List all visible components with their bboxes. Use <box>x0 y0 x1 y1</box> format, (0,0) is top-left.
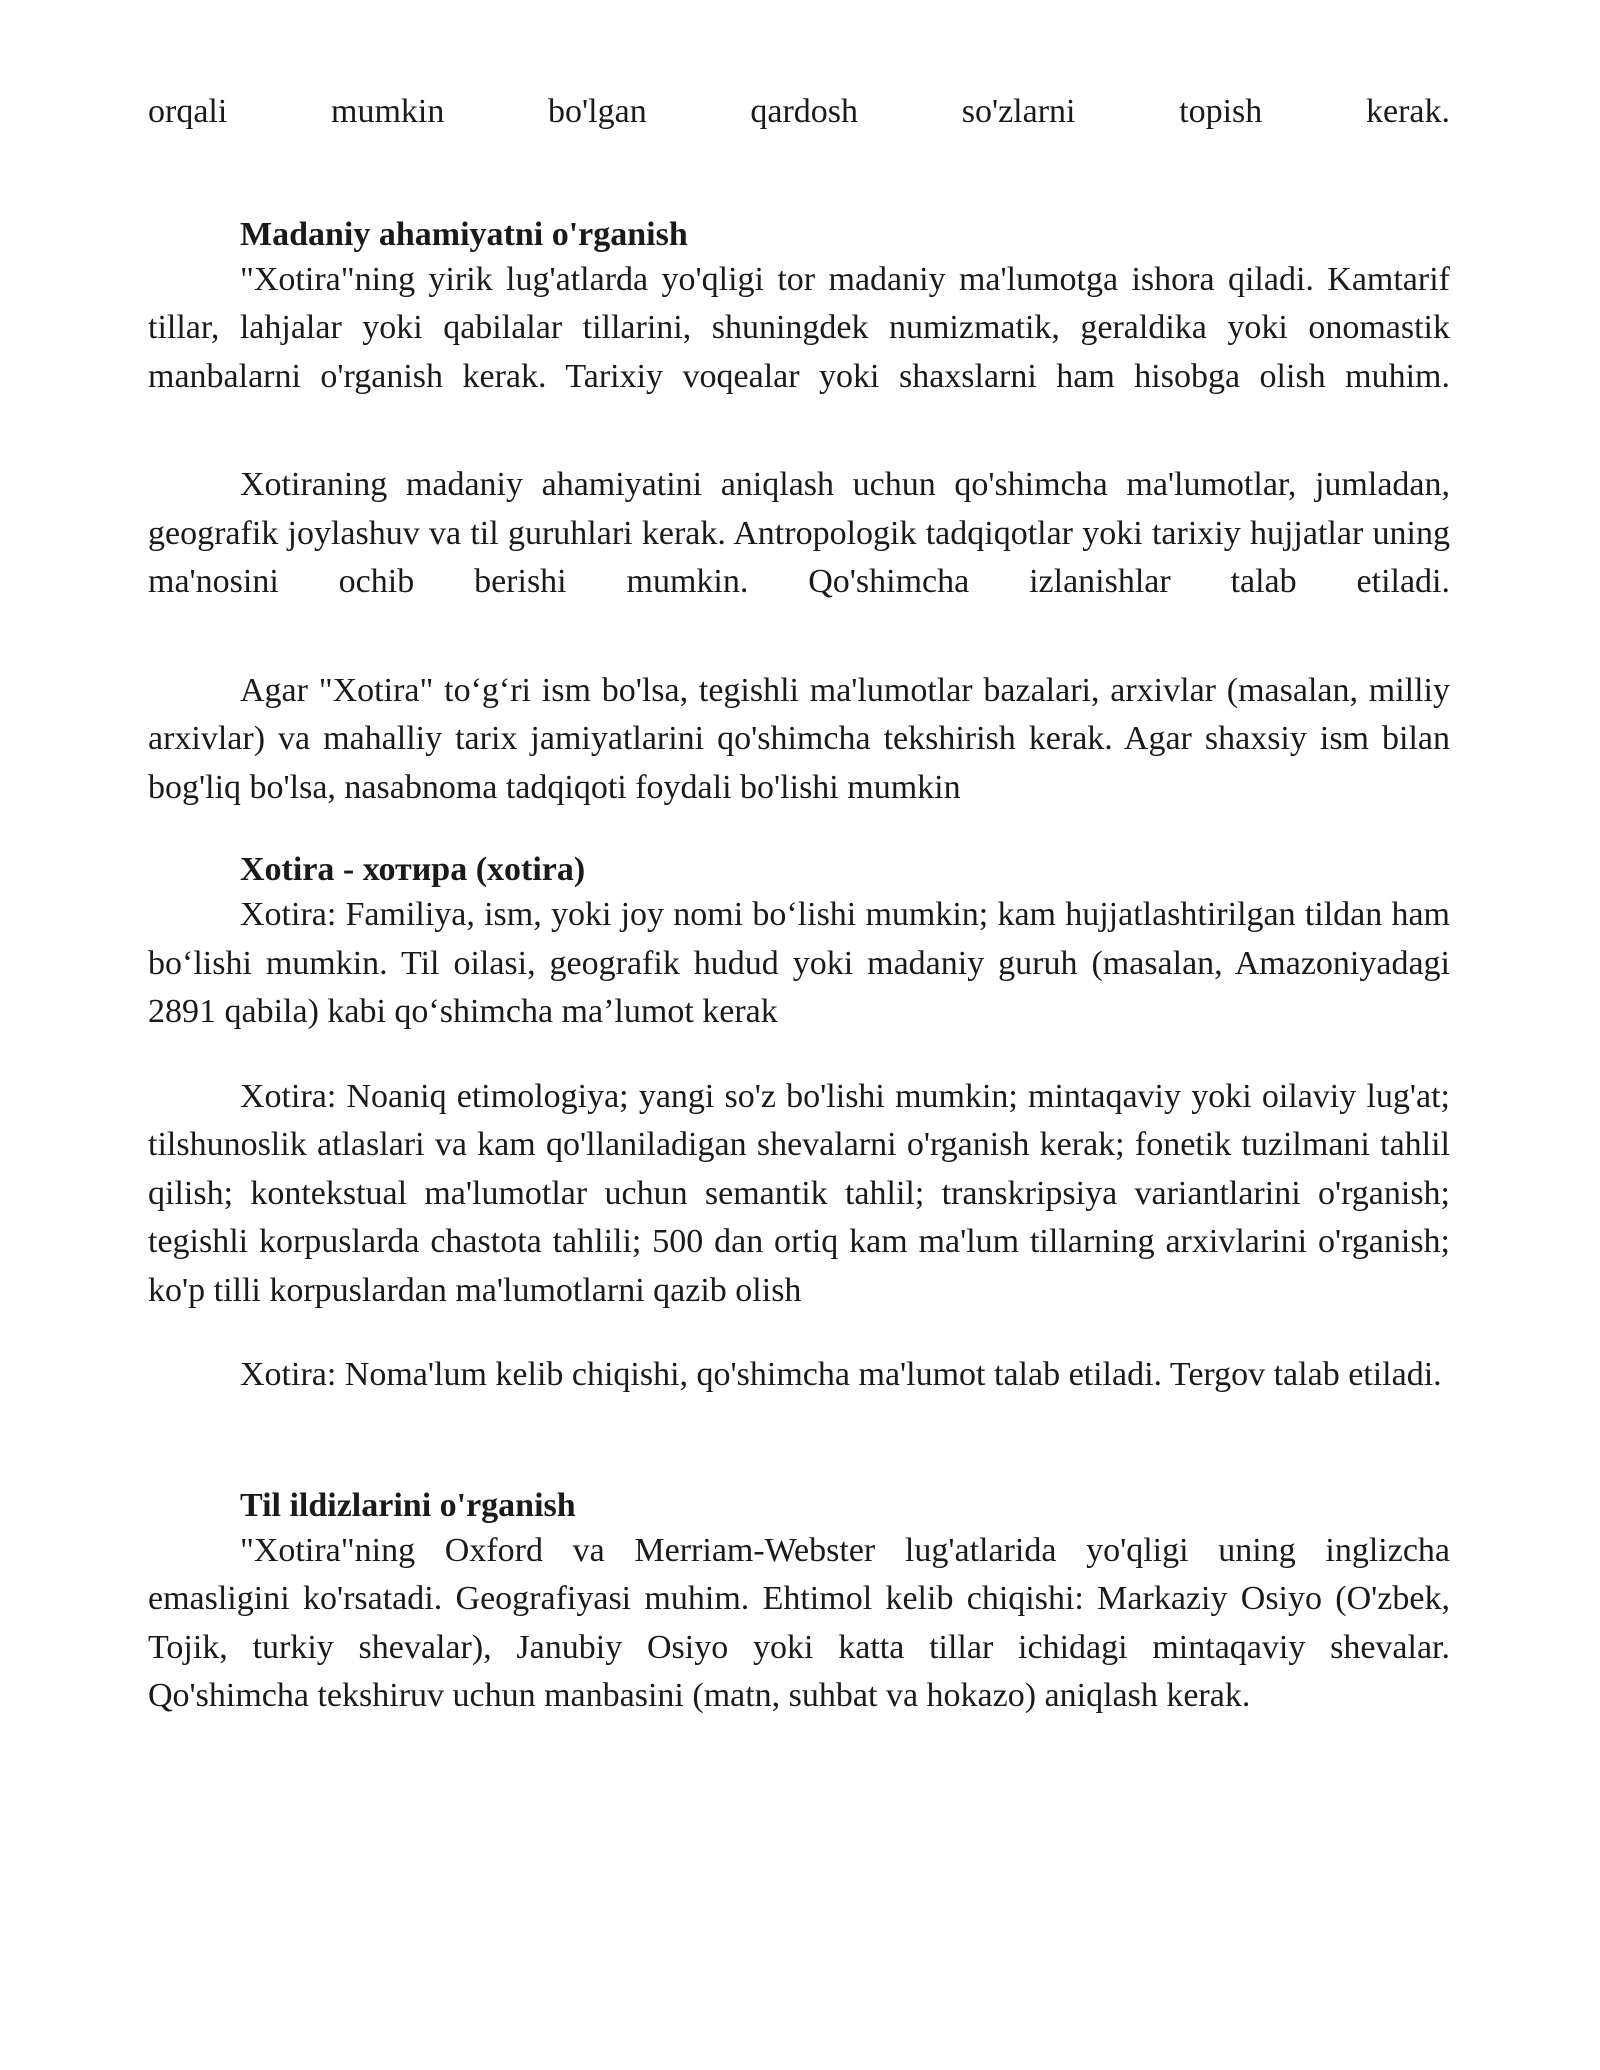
spacer <box>148 401 1450 461</box>
paragraph-xotira-2: Xotira: Noaniq etimologiya; yangi so'z bo'lishi mumkin; mintaqaviy yoki oilaviy lug'at; tilshunoslik atlaslari va kam qo'llaniladigan shevalarni o'rganish kerak; fonetik tuzilmani tahlil qilish; kontekstual ma'lumotlar uchun semantik tahlil; transkripsiya variantlarini o'rganish; tegishli korpuslarda chastota tahlili; 500 dan ortiq kam ma'lum tillarning arxivlarini o'rganish; ko'p tilli korpuslardan ma'lumotlarni qazib olish <box>148 1077 1450 1309</box>
continued-sentence: orqali mumkin bo'lgan qardosh so'zlarni topish kerak. <box>148 93 1450 130</box>
paragraph-xotira-3: Xotira: Noma'lum kelib chiqishi, qo'shimcha ma'lumot talab etiladi. Tergov talab etiladi. <box>240 1356 1442 1393</box>
spacer <box>148 1037 1450 1073</box>
paragraph-roots-1: "Xotira"ning Oxford va Merriam-Webster lug'atlarida yo'qligi uning inglizcha emasligini ko'rsatadi. Geografiyasi muhim. Ehtimol kelib chiqishi: Markaziy Osiyo (O'zbek, Tojik, turkiy shevalar), Janubiy Osiyo yoki katta tillar ichidagi mintaqaviy shevalar. Qo'shimcha tekshiruv uchun manbasini (matn, suhbat va hokazo) aniqlash kerak. <box>148 1531 1450 1714</box>
spacer <box>148 1315 1450 1351</box>
paragraph-cultural-3: Agar "Xotira" to‘g‘ri ism bo'lsa, tegishli ma'lumotlar bazalari, arxivlar (masalan, milliy arxivlar) va mahalliy tarix jamiyatlarini qo'shimcha tekshirish kerak. Agar shaxsiy ism bilan bog'liq bo'lsa, nasabnoma tadqiqoti foydali bo'lishi mumkin <box>148 671 1450 806</box>
section-heading-cultural: Madaniy ahamiyatni o'rganish <box>240 215 688 253</box>
paragraph-xotira-1: Xotira: Familiya, ism, yoki joy nomi bo‘lishi mumkin; kam hujjatlashtirilgan tildan ham bo‘lishi mumkin. Til oilasi, geografik hudud yoki madaniy guruh (masalan, Amazoniyadagi 2891 qabila) kabi qo‘shimcha ma’lumot kerak <box>148 896 1450 1030</box>
section-heading-xotira: Xotira - хотира (xotira) <box>240 851 586 888</box>
spacer <box>148 137 1450 213</box>
section-heading-roots: Til ildizlarini o'rganish <box>240 1486 576 1524</box>
paragraph-cultural-2: Xotiraning madaniy ahamiyatini aniqlash uchun qo'shimcha ma'lumotlar, jumladan, geografik joylashuv va til guruhlari kerak. Antropologik tadqiqotlar yoki tarixiy hujjatlar uning ma'nosini ochib berishi mumkin. Qo'shimcha izlanishlar talab etiladi. <box>148 466 1450 600</box>
spacer <box>148 1400 1450 1484</box>
paragraph-cultural-1: "Xotira"ning yirik lug'atlarda yo'qligi tor madaniy ma'lumotga ishora qiladi. Kamtarif tillar, lahjalar yoki qabilalar tillarini, shuningdek numizmatik, geraldika yoki onomastik manbalarni o'rganish kerak. Tarixiy voqealar yoki shaxslarni ham hisobga olish muhim. <box>148 260 1450 395</box>
spacer <box>148 812 1450 848</box>
spacer <box>148 607 1450 667</box>
document-page <box>148 88 1450 1721</box>
